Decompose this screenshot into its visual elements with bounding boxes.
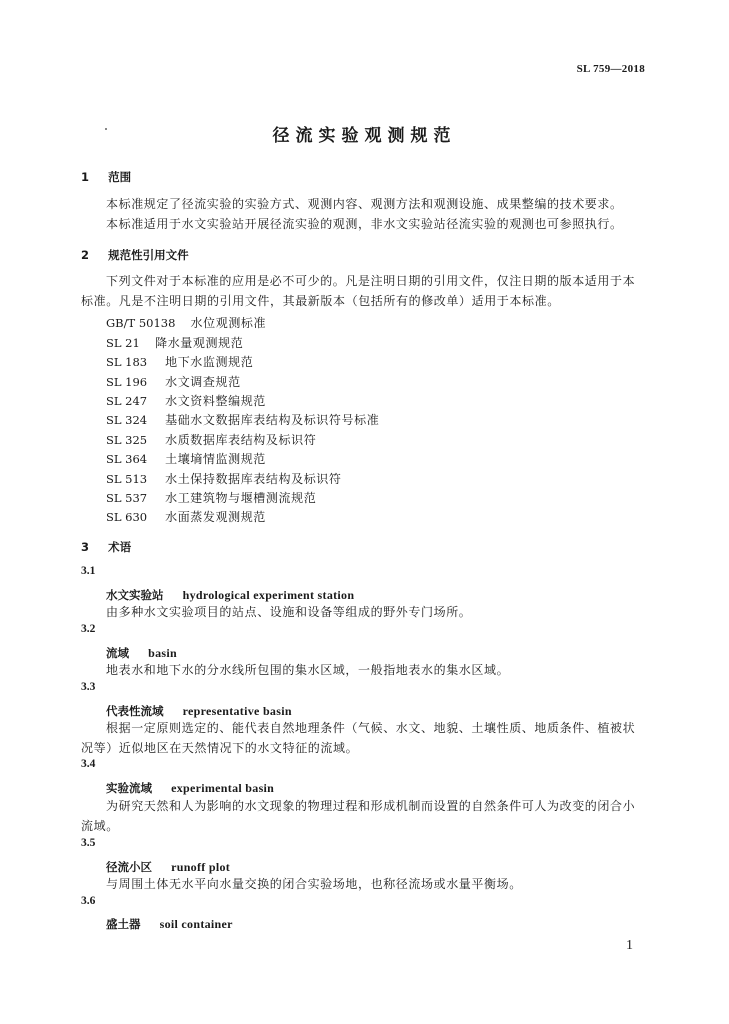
term-english: basin bbox=[148, 646, 177, 660]
normative-intro-line-2: 标准。凡是不注明日期的引用文件，其最新版本（包括所有的修改单）适用于本标准。 bbox=[81, 294, 560, 308]
scope-paragraph-2: 本标准适用于水文实验站开展径流实验的观测，非水文实验站径流实验的观测也可参照执行。 bbox=[106, 217, 623, 231]
reference-item bbox=[106, 332, 243, 351]
term-number: 3.4 bbox=[81, 758, 96, 770]
reference-code: SL 196 bbox=[106, 375, 148, 389]
normative-intro-line-1: 下列文件对于本标准的应用是必不可少的。凡是注明日期的引用文件，仅注日期的版本适用于本 bbox=[106, 274, 636, 288]
section-3-heading bbox=[81, 536, 131, 555]
reference-item bbox=[106, 506, 266, 525]
reference-title: 土壤墒情监测规范 bbox=[165, 452, 266, 466]
term-heading bbox=[106, 584, 354, 603]
term-chinese: 径流小区 bbox=[106, 860, 152, 874]
term-number: 3.3 bbox=[81, 681, 96, 693]
reference-item bbox=[106, 312, 266, 331]
term-definition: 由多种水文实验项目的站点、设施和设备等组成的野外专门场所。 bbox=[106, 605, 472, 619]
term-heading bbox=[106, 777, 274, 796]
term-number: 3.1 bbox=[81, 565, 96, 577]
section-number: 3 bbox=[81, 540, 90, 554]
reference-item bbox=[106, 371, 241, 390]
term-definition: 为研究天然和人为影响的水文现象的物理过程和形成机制而设置的自然条件可人为改变的闭合小 bbox=[106, 799, 636, 813]
term-number: 3.5 bbox=[81, 837, 96, 849]
reference-item bbox=[106, 448, 266, 467]
standard-number: SL 759—2018 bbox=[576, 63, 645, 75]
reference-title: 水面蒸发观测规范 bbox=[165, 510, 266, 524]
term-chinese: 代表性流域 bbox=[106, 704, 164, 718]
term-number: 3.2 bbox=[81, 623, 96, 635]
reference-title: 地下水监测规范 bbox=[165, 355, 254, 369]
term-chinese: 盛土器 bbox=[106, 917, 141, 931]
reference-code: SL 247 bbox=[106, 394, 148, 408]
term-chinese: 水文实验站 bbox=[106, 588, 164, 602]
term-heading bbox=[106, 700, 292, 719]
reference-title: 水工建筑物与堰槽测流规范 bbox=[165, 491, 317, 505]
section-title: 范围 bbox=[108, 170, 132, 184]
term-chinese: 实验流域 bbox=[106, 781, 152, 795]
section-number: 2 bbox=[81, 248, 90, 262]
reference-code: GB/T 50138 bbox=[106, 316, 176, 330]
page-number: 1 bbox=[626, 938, 633, 953]
scope-paragraph-1: 本标准规定了径流实验的实验方式、观测内容、观测方法和观测设施、成果整编的技术要求。 bbox=[106, 197, 623, 211]
reference-code: SL 364 bbox=[106, 452, 148, 466]
reference-item bbox=[106, 468, 342, 487]
term-english: experimental basin bbox=[171, 781, 275, 795]
reference-title: 基础水文数据库表结构及标识符号标准 bbox=[165, 413, 380, 427]
reference-code: SL 630 bbox=[106, 510, 148, 524]
term-chinese: 流域 bbox=[106, 646, 129, 660]
reference-code: SL 183 bbox=[106, 355, 148, 369]
reference-code: SL 21 bbox=[106, 336, 140, 350]
term-definition: 根据一定原则选定的、能代表自然地理条件（气候、水文、地貌、土壤性质、地质条件、植被状 bbox=[106, 721, 636, 735]
term-number: 3.6 bbox=[81, 895, 96, 907]
page-title: 径流实验观测规范 bbox=[272, 126, 457, 146]
term-heading bbox=[106, 856, 230, 875]
term-definition-continued: 流域。 bbox=[81, 819, 119, 833]
section-2-heading bbox=[81, 244, 189, 263]
section-number: 1 bbox=[81, 170, 90, 184]
term-definition: 与周围土体无水平向水量交换的闭合实验场地，也称径流场或水量平衡场。 bbox=[106, 877, 522, 891]
section-title: 术语 bbox=[108, 540, 132, 554]
term-heading bbox=[106, 642, 177, 661]
section-1-heading bbox=[81, 166, 131, 185]
reference-title: 降水量观测规范 bbox=[155, 336, 244, 350]
reference-code: SL 325 bbox=[106, 433, 148, 447]
reference-item bbox=[106, 487, 316, 506]
reference-item bbox=[106, 351, 253, 370]
term-english: hydrological experiment station bbox=[182, 588, 355, 602]
reference-code: SL 513 bbox=[106, 472, 148, 486]
term-definition: 地表水和地下水的分水线所包围的集水区域，一般指地表水的集水区域。 bbox=[106, 663, 510, 677]
term-definition-continued: 况等）近似地区在天然情况下的水文特征的流域。 bbox=[81, 741, 359, 755]
term-english: representative basin bbox=[182, 704, 292, 718]
reference-code: SL 324 bbox=[106, 413, 148, 427]
reference-title: 水土保持数据库表结构及标识符 bbox=[165, 472, 342, 486]
term-english: soil container bbox=[159, 917, 233, 931]
reference-title: 水位观测标准 bbox=[190, 316, 267, 330]
reference-title: 水质数据库表结构及标识符 bbox=[165, 433, 317, 447]
reference-title: 水文调查规范 bbox=[165, 375, 241, 389]
reference-code: SL 537 bbox=[106, 491, 148, 505]
section-title: 规范性引用文件 bbox=[108, 248, 189, 262]
reference-item bbox=[106, 409, 379, 428]
term-english: runoff plot bbox=[171, 860, 231, 874]
reference-item bbox=[106, 390, 266, 409]
reference-title: 水文资料整编规范 bbox=[165, 394, 266, 408]
term-heading bbox=[106, 913, 233, 932]
reference-item bbox=[106, 429, 316, 448]
